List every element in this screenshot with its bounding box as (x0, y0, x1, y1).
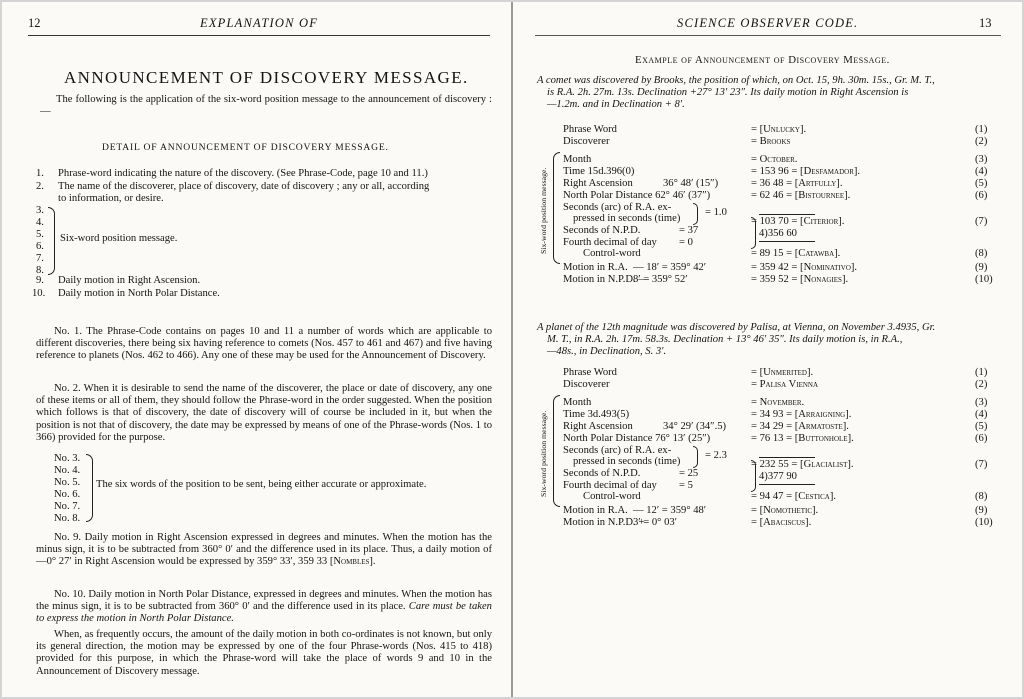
list-item: The name of the discoverer, place of discovery, date of discovery ; any or all, according (58, 181, 430, 192)
row-code: = Brooks (751, 136, 791, 147)
row-code: = Palisa Vienna (751, 379, 819, 390)
row-value: = 37 (679, 225, 699, 236)
row-code: = 76 13 = [Buttonhole]. (751, 433, 854, 444)
row-number: (2) (975, 379, 988, 390)
list-item: to information, or desire. (58, 193, 164, 204)
running-head: EXPLANATION OF (200, 16, 319, 30)
sum-rule (759, 484, 815, 485)
row-label: Seconds of N.P.D. (563, 468, 641, 479)
row-code: = 153 96 = [Desfamador]. (751, 166, 861, 177)
sum-rule (759, 457, 815, 458)
row-code: = November. (751, 397, 805, 408)
row-label: Time 15d.396(0) (563, 166, 635, 177)
running-head: SCIENCE OBSERVER CODE. (677, 16, 859, 30)
sum-rule (759, 214, 815, 215)
row-label: Seconds of N.P.D. (563, 225, 641, 236)
sum-rule (759, 241, 815, 242)
row-number: (8) (975, 248, 988, 259)
row-number: (1) (975, 367, 988, 378)
row-label: Motion in R.A. (563, 505, 628, 516)
detail-heading: DETAIL OF ANNOUNCEMENT OF DISCOVERY MESSAGE. (102, 142, 389, 153)
row-number: (7) (975, 216, 988, 227)
row-code: = 34 93 = [Arraigning]. (751, 409, 852, 420)
list-item-number: 10. (32, 288, 46, 299)
row-code: = 359 52 = [Nonagies]. (751, 274, 849, 285)
example-text: A planet of the 12th magnitude was discovered by Palisa, at Vienna, on November 3.4935, Gr. (537, 322, 936, 333)
curly-brace (693, 446, 698, 468)
row-number: (4) (975, 166, 988, 177)
bracket-label: Six-word position message. (60, 233, 178, 244)
curly-brace (48, 207, 55, 275)
row-label: Discoverer (563, 136, 610, 147)
curly-brace (86, 454, 93, 522)
row-number: (6) (975, 433, 988, 444)
row-number: (3) (975, 154, 988, 165)
bracket-numbers: 3. 4. 5. 6. 7. 8. (36, 205, 44, 276)
row-label: Motion in N.P.D. — (563, 274, 649, 285)
row-number: (10) (975, 517, 993, 528)
row-number: (6) (975, 190, 988, 201)
row-code: = 89 15 = [Catawba]. (751, 248, 841, 259)
row-number: (1) (975, 124, 988, 135)
note-paragraph: When, as frequently occurs, the amount of the daily motion in both co-ordinates is not known, but only its general direction, the motion may be expressed by one of the four Phrase-words (Nos. 415 to 418) provided for this purpose, in which the Phrase-word will take the place of words 9 and 10 in the Announcement of Discovery message. (36, 629, 492, 677)
row-label: Month (563, 397, 592, 408)
vertical-label: Six-word position message. (539, 167, 548, 254)
curly-brace (751, 217, 756, 249)
example-text: is R.A. 2h. 27m. 13s. Declination +27° 13′ 23″. Its daily motion in Right Ascension is (547, 87, 909, 98)
row-number: (10) (975, 274, 993, 285)
row-label: Control-word (583, 248, 641, 259)
list-item-number: 2. (36, 181, 44, 192)
row-value: = 0 (679, 237, 693, 248)
curly-brace (553, 152, 560, 264)
row-code: = 103 70 = [Citerior]. (751, 216, 845, 227)
example-text: A comet was discovered by Brooks, the position of which, on Oct. 15, 9h. 30m. 15s., Gr. M. T., (537, 75, 935, 86)
page-title: ANNOUNCEMENT OF DISCOVERY MESSAGE. (64, 68, 469, 87)
row-code: = 94 47 = [Cestica]. (751, 491, 837, 502)
curly-brace (693, 203, 698, 225)
row-code: = 62 46 = [Bistournee]. (751, 190, 851, 201)
row-label: Control-word (583, 491, 641, 502)
example-text: —1.2m. and in Declination + 8′. (547, 99, 685, 110)
row-label: Motion in N.P.D. + (563, 517, 645, 528)
row-value: — 18′ = 359° 42′ (633, 262, 707, 273)
row-number: (5) (975, 421, 988, 432)
header-rule (28, 35, 490, 36)
row-number: (2) (975, 136, 988, 147)
row-label: Seconds (arc) of R.A. ex- (563, 202, 672, 213)
row-code: = 359 42 = [Nominativo]. (751, 262, 858, 273)
row-value: 3′ = 0° 03′ (633, 517, 677, 528)
row-value: 34° 29′ (34″.5) (663, 421, 727, 432)
division-figure: 4)377 90 (759, 471, 797, 482)
list-item-number: 9. (36, 275, 44, 286)
row-code: = 34 29 = [Armatoste]. (751, 421, 849, 432)
row-label: pressed in seconds (time) (573, 456, 681, 467)
row-label: Right Ascension (563, 178, 633, 189)
header-rule (535, 35, 1001, 36)
row-label: Time 3d.493(5) (563, 409, 630, 420)
row-label: Discoverer (563, 379, 610, 390)
row-label: Seconds (arc) of R.A. ex- (563, 445, 672, 456)
row-label: North Polar Distance 76° 13′ (25″) (563, 433, 711, 444)
row-label: Fourth decimal of day (563, 237, 657, 248)
row-value: — 12′ = 359° 48′ (633, 505, 707, 516)
example-text: M. T., in R.A. 2h. 17m. 58.3s. Declination + 13° 46′ 35″. Its daily motion is, in R.A., (547, 334, 903, 345)
row-code: = 36 48 = [Artfully]. (751, 178, 843, 189)
row-code: = [Unmerited]. (751, 367, 814, 378)
right-page (513, 2, 1022, 697)
row-label: pressed in seconds (time) (573, 213, 681, 224)
row-value: = 1.0 (705, 207, 727, 218)
vertical-label: Six-word position message. (539, 410, 548, 497)
row-code: = [Nomothetic]. (751, 505, 819, 516)
row-code: = October. (751, 154, 798, 165)
row-value: = 2.3 (705, 450, 727, 461)
row-number: (8) (975, 491, 988, 502)
curly-brace (553, 395, 560, 507)
note-paragraph: No. 10. Daily motion in North Polar Distance, expressed in degrees and minutes. When the motion has the minus sign, it is to be subtracted from 360° 0′ and the difference used in its place. Care must be taken to express the motion in North Polar Distance. (36, 589, 492, 625)
row-number: (4) (975, 409, 988, 420)
row-label: Month (563, 154, 592, 165)
page-number: 13 (979, 16, 992, 30)
bracket-label: The six words of the position to be sent, being either accurate or approximate. (96, 479, 427, 490)
list-item: Phrase-word indicating the nature of the discovery. (See Phrase-Code, page 10 and 11.) (58, 168, 428, 179)
note-paragraph: No. 1. The Phrase-Code contains on pages 10 and 11 a number of words which are applicable to different discoveries, there being six having reference to comets (Nos. 457 to 461 and 467) and five having reference to planets (Nos. 462 to 466). Any one of these may be used for the Announcement of Discovery. (36, 326, 492, 362)
curly-brace (751, 460, 756, 492)
row-value: = 5 (679, 480, 693, 491)
row-value: = 25 (679, 468, 699, 479)
example-heading: Example of Announcement of Discovery Message. (635, 54, 890, 66)
row-number: (9) (975, 262, 988, 273)
row-value: 36° 48′ (15″) (663, 178, 719, 189)
row-label: Phrase Word (563, 367, 617, 378)
row-number: (7) (975, 459, 988, 470)
row-code: = [Abaciscus]. (751, 517, 812, 528)
page-number: 12 (28, 16, 41, 30)
example-text: —48s., in Declination, S. 3′. (547, 346, 667, 357)
bracket-numbers: No. 3. No. 4. No. 5. No. 6. No. 7. No. 8. (54, 453, 81, 524)
note-paragraph: No. 2. When it is desirable to send the name of the discoverer, the place or date of discovery, any one of these items or all of them, they should follow the Phrase-word in the order suggested. When the position which follows is that of discovery, the date of discovery will of course be included in it, but when the position is not that of discovery, the date may be expressed by means of one of the Phrase-words (Nos. 1 to 366) provided for the purpose. (36, 383, 492, 443)
note-paragraph: No. 9. Daily motion in Right Ascension expressed in degrees and minutes. When the motion has the minus sign, it is to be subtracted from 360° 0′ and the difference used in its place. Thus, a daily motion of —0° 27′ in Right Ascension would be expressed by 359° 33′, 359 33 [Nombles]. (36, 532, 492, 568)
row-label: Motion in R.A. (563, 262, 628, 273)
list-item: Daily motion in North Polar Distance. (58, 288, 220, 299)
list-item-number: 1. (36, 168, 44, 179)
row-label: Phrase Word (563, 124, 617, 135)
row-code: = 232 55 = [Glacialist]. (751, 459, 854, 470)
intro-paragraph: The following is the application of the six-word position message to the announcement of discovery :— (40, 94, 492, 118)
left-page (2, 2, 511, 697)
row-number: (9) (975, 505, 988, 516)
row-label: North Polar Distance 62° 46′ (37″) (563, 190, 711, 201)
row-label: Right Ascension (563, 421, 633, 432)
row-number: (5) (975, 178, 988, 189)
row-value: 8′ = 359° 52′ (633, 274, 688, 285)
list-item: Daily motion in Right Ascension. (58, 275, 201, 286)
row-number: (3) (975, 397, 988, 408)
row-code: = [Unlucky]. (751, 124, 807, 135)
division-figure: 4)356 60 (759, 228, 797, 239)
row-label: Fourth decimal of day (563, 480, 657, 491)
